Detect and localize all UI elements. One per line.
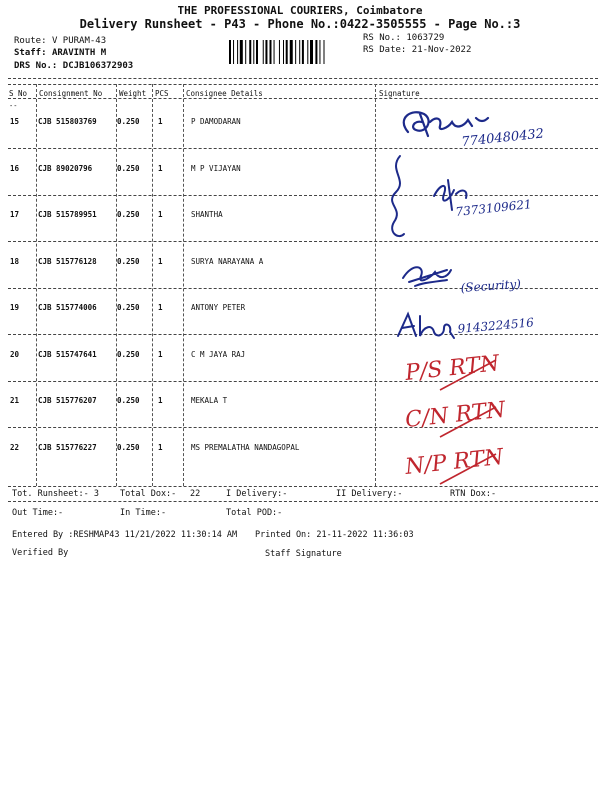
signature-15: [390, 100, 590, 152]
route-label: Route:: [14, 36, 47, 46]
out-time: Out Time:-: [12, 508, 64, 518]
col-header-weight: Weight: [119, 89, 147, 98]
ii-delivery: II Delivery:-: [336, 489, 403, 499]
signature-19-note: 9143224516: [457, 315, 535, 336]
drs-label: DRS No.:: [14, 61, 58, 71]
row-pcs: 1: [158, 396, 163, 405]
tot-runsheet: Tot. Runsheet:- 3: [12, 489, 99, 499]
signature-16-note: 7373109621: [454, 197, 533, 219]
total-dox-value: 22: [190, 489, 201, 499]
rs-date-line: [363, 45, 471, 55]
dash-mark: --: [9, 102, 18, 110]
row-pcs: 1: [158, 303, 163, 312]
row-consignee: MEKALA T: [191, 396, 228, 405]
row-consignment-no: CJB 89020796: [38, 163, 93, 173]
row-weight: 0.250: [117, 303, 140, 312]
col-divider: [183, 84, 184, 486]
row-weight: 0.250: [117, 442, 140, 452]
rs-date-value: 21-Nov-2022: [411, 45, 472, 55]
row-weight: 0.250: [117, 163, 140, 173]
row-sno: 20: [10, 349, 20, 359]
row-weight: 0.250: [117, 349, 140, 359]
col-header-sno: S No: [9, 89, 28, 98]
row-consignment-no: CJB 515776207: [38, 396, 97, 405]
signature-19: [392, 306, 592, 346]
in-time: In Time:-: [120, 508, 167, 518]
row-sno: 18: [10, 256, 20, 266]
row-pcs: 1: [158, 163, 163, 173]
table-top-rule: [8, 84, 598, 85]
row-consignment-no: CJB 515776128: [38, 256, 97, 266]
row-consignee: P DAMODARAN: [191, 117, 241, 126]
company-title: THE PROFESSIONAL COURIERS, Coimbatore: [177, 4, 423, 17]
row-sno: 15: [10, 117, 20, 126]
total-dox-label: Total Dox:-: [120, 489, 177, 499]
drs-value: DCJB106372903: [62, 61, 134, 71]
col-header-consignee: Consignee Details: [186, 89, 263, 98]
row-weight: 0.250: [117, 256, 140, 266]
i-delivery: I Delivery:-: [226, 489, 288, 499]
row-consignee: MS PREMALATHA NANDAGOPAL: [191, 442, 300, 452]
row-consignment-no: CJB 515776227: [38, 442, 97, 452]
row-sno: 16: [10, 163, 20, 173]
staff-line: [14, 48, 106, 58]
route-value: V PURAM-43: [51, 36, 107, 46]
row-consignment-no: CJB 515803769: [38, 117, 97, 126]
signature-21-note: C/N RTN: [404, 397, 507, 433]
row-weight: 0.250: [117, 396, 140, 405]
row-consignee: C M JAYA RAJ: [191, 349, 246, 359]
signature-20-note: P/S RTN: [404, 351, 501, 386]
row-pcs: 1: [158, 117, 163, 126]
signature-16-17: [378, 150, 588, 242]
row-pcs: 1: [158, 256, 163, 266]
signature-22: [400, 440, 530, 490]
signature-20: [400, 346, 530, 396]
row-sno: 17: [10, 210, 20, 219]
col-divider: [36, 84, 37, 486]
signature-21: [400, 393, 530, 443]
col-header-pcs: PCS: [155, 89, 169, 98]
rtn-dox: RTN Dox:-: [450, 489, 497, 499]
row-consignment-no: CJB 515789951: [38, 210, 97, 219]
rs-no-line: [363, 33, 444, 43]
staff-signature: Staff Signature: [265, 549, 342, 559]
header-divider: [8, 78, 598, 79]
staff-value: ARAVINTH M: [51, 48, 107, 58]
row-consignee: ANTONY PETER: [191, 303, 246, 312]
rs-date-label: RS Date:: [363, 45, 407, 55]
row-pcs: 1: [158, 442, 163, 452]
total-pod: Total POD:-: [226, 508, 283, 518]
row-consignment-no: CJB 515774006: [38, 303, 97, 312]
row-sno: 22: [10, 442, 20, 452]
rs-no-value: 1063729: [406, 33, 445, 43]
drs-line: [14, 61, 133, 71]
barcode-image: [229, 40, 359, 64]
row-consignee: M P VIJAYAN: [191, 163, 241, 173]
row-pcs: 1: [158, 210, 163, 219]
printed-on: Printed On: 21-11-2022 11:36:03: [255, 530, 414, 540]
row-weight: 0.250: [117, 117, 140, 126]
col-divider: [375, 84, 376, 486]
signature-22-note: N/P RTN: [404, 444, 505, 480]
runsheet-subtitle: Delivery Runsheet - P43 - Phone No.:0422-3505555 - Page No.:3: [79, 17, 521, 31]
row-consignee: SHANTHA: [191, 210, 223, 219]
col-divider: [152, 84, 153, 486]
signature-18: [395, 252, 585, 302]
col-divider: [116, 84, 117, 486]
route-line: [14, 36, 106, 46]
entered-by: Entered By :RESHMAP43 11/21/2022 11:30:14 AM: [12, 530, 238, 540]
row-weight: 0.250: [117, 210, 140, 219]
signature-18-note: (Security): [460, 276, 522, 295]
col-header-signature: Signature: [379, 89, 420, 98]
row-sno: 21: [10, 396, 20, 405]
verified-by: Verified By: [12, 548, 69, 558]
row-consignee: SURYA NARAYANA A: [191, 256, 264, 266]
table-bottom-rule: [8, 486, 598, 487]
signature-15-note: 7740480432: [460, 126, 545, 150]
row-sno: 19: [10, 303, 20, 312]
row-consignment-no: CJB 515747641: [38, 349, 97, 359]
row-pcs: 1: [158, 349, 163, 359]
column-header-rule: [8, 98, 598, 99]
rs-no-label: RS No.:: [363, 33, 401, 43]
summary-rule: [8, 501, 598, 502]
col-header-consignment: Consignment No: [39, 89, 103, 98]
staff-label: Staff:: [14, 48, 47, 58]
